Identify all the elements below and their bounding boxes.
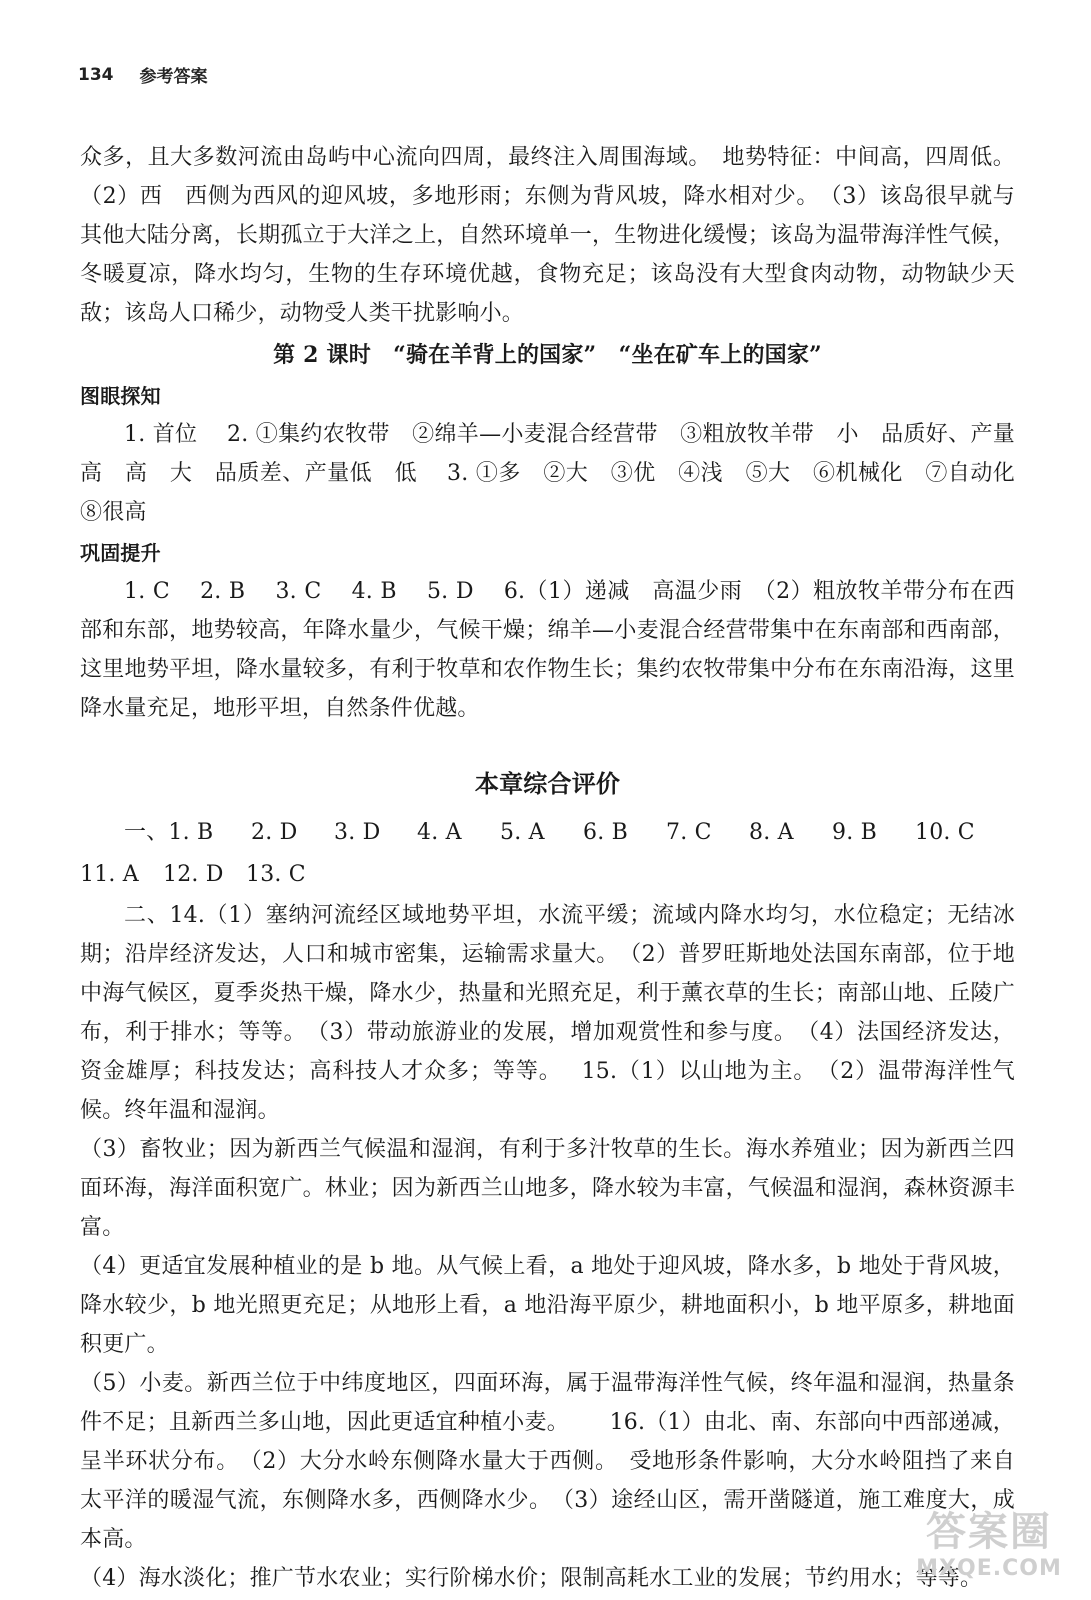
watermark-url: MXQE.COM	[916, 1556, 1062, 1581]
mc-answer: 一、1. B	[124, 820, 214, 845]
mc-answer: 3. D	[334, 820, 381, 845]
mc-answer: 5. A	[500, 820, 545, 845]
mc-answers-row-1	[80, 812, 1015, 854]
lesson-title: 第 2 课时 “骑在羊背上的国家” “坐在矿车上的国家”	[273, 342, 822, 368]
answer-q16-4: （4）海水淡化；推广节水农业；实行阶梯水价；限制高耗水工业的发展；节约用水；等等。	[80, 1566, 983, 1591]
mc-answer: 6. B	[583, 820, 628, 845]
mc-answer: 4. A	[417, 820, 462, 845]
top-paragraph: 众多，且大多数河流由岛屿中心流向四周，最终注入周围海域。 地势特征：中间高，四周低。（2）西 西侧为西风的迎风坡，多地形雨；东侧为背风坡，降水相对少。 （3）该岛很早就与其他大陆分离，长期孤立于大洋之上，自然环境单一，生物进化缓慢；该岛为温带海洋性气候，冬暖夏凉，降水均匀，生物的生存环境优越，食物充足；该岛没有大型食肉动物，动物缺少天敌；该岛人口稀少，动物受人类干扰影响小。	[80, 145, 1015, 326]
mc-answer: 7. C	[666, 820, 712, 845]
page-number: 134	[78, 64, 114, 85]
watermark-text: 答案圈	[926, 1509, 1052, 1555]
watermark-logo	[909, 1508, 1069, 1588]
mc-answer: 2. D	[251, 820, 298, 845]
section-title-tuyan: 图眼探知	[80, 384, 161, 408]
mc-answer: 8. A	[749, 820, 794, 845]
answer-q15-4: （4）更适宜发展种植业的是 b 地。从气候上看，a 地处于迎风坡，降水多，b 地处于背风坡，降水较少，b 地光照更充足；从地形上看，a 地沿海平原少，耕地面积小，b 地平原多，耕地面积更广。	[80, 1254, 1015, 1357]
mc-answer: 11. A	[80, 862, 139, 887]
header-title: 参考答案	[139, 67, 208, 87]
chapter-title: 本章综合评价	[474, 770, 621, 798]
answer-q15-3: （3）畜牧业；因为新西兰气候温和湿润，有利于多汁牧草的生长。海水养殖业；因为新西兰四面环海，海洋面积宽广。林业；因为新西兰山地多，降水较为丰富，气候温和湿润，森林资源丰富。	[80, 1137, 1015, 1240]
section-text-gonggu: 1. C 2. B 3. C 4. B 5. D 6.（1）递减 高温少雨 （2）粗放牧羊带分布在西部和东部，地势较高，年降水量少，气候干燥；绵羊—小麦混合经营带集中在东南部和西南部，这里地势平坦，降水量较多，有利于牧草和农作物生长；集约农牧带集中分布在东南沿海，这里降水量充足，地形平坦，自然条件优越。	[80, 579, 1015, 721]
section-text-tuyan: 1. 首位 2. ①集约农牧带 ②绵羊—小麦混合经营带 ③粗放牧羊带 小 品质好、产量高 高 大 品质差、产量低 低 3. ①多 ②大 ③优 ④浅 ⑤大 ⑥机械化 ⑦自动化 ⑧很高	[80, 422, 1038, 525]
section-title-gonggu: 巩固提升	[80, 541, 161, 565]
answer-q14-q15: 二、14.（1）塞纳河流经区域地势平坦，水流平缓；流域内降水均匀，水位稳定；无结冰期；沿岸经济发达，人口和城市密集，运输需求量大。 （2）普罗旺斯地处法国东南部，位于地中海气候区，夏季炎热干燥，降水少，热量和光照充足，利于薰衣草的生长；南部山地、丘陵广布，利于排水；等等。 （3）带动旅游业的发展，增加观赏性和参与度。 （4）法国经济发达，资金雄厚；科技发达；高科技人才众多；等等。 15.（1）以山地为主。 （2）温带海洋性气候。终年温和湿润。	[80, 903, 1015, 1123]
mc-answers-row-2	[80, 854, 1015, 896]
mc-answer: 10. C	[915, 820, 975, 845]
mc-answer: 9. B	[832, 820, 877, 845]
answer-content	[80, 138, 1038, 1598]
mc-answer: 13. C	[246, 862, 306, 887]
answer-q15-5-q16: （5）小麦。新西兰位于中纬度地区，四面环海，属于温带海洋性气候，终年温和湿润，热量条件不足；且新西兰多山地，因此更适宜种植小麦。 16.（1）由北、南、东部向中西部递减，呈半环状分布。 （2）大分水岭东侧降水量大于西侧。 受地形条件影响，大分水岭阻挡了来自太平洋的暖湿气流，东侧降水多，西侧降水少。 （3）途经山区，需开凿隧道，施工难度大，成本高。	[80, 1371, 1015, 1552]
page-header	[78, 62, 208, 87]
mc-answer: 12. D	[163, 862, 224, 887]
